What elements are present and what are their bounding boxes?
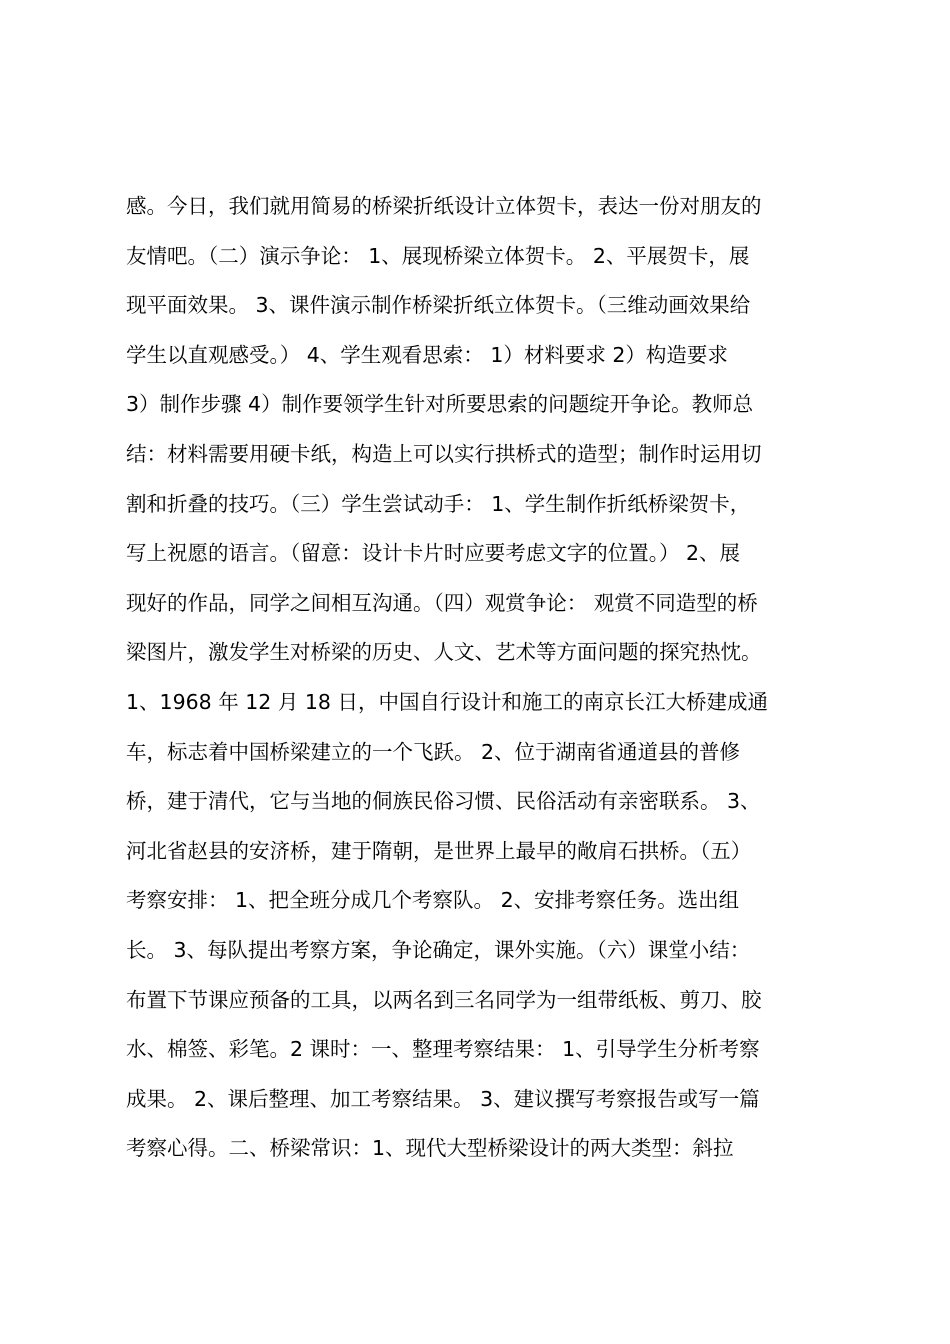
- text-line: 水、棉签、彩笔。2 课时：一、整理考察结果： 1、引导学生分析考察: [126, 1037, 760, 1062]
- text-line: 友情吧。（二）演示争论： 1、展现桥梁立体贺卡。 2、平展贺卡，展: [126, 243, 750, 268]
- text-line: 梁图片，激发学生对桥梁的历史、人文、艺术等方面问题的探究热忱。: [126, 640, 762, 665]
- text-line: 现好的作品，同学之间相互沟通。（四）观赏争论： 观赏不同造型的桥: [126, 590, 758, 615]
- text-line: 河北省赵县的安济桥，建于隋朝，是世界上最早的敞肩石拱桥。（五）: [126, 838, 752, 863]
- text-line: 学生以直观感受。） 4、学生观看思索： 1）材料要求 2）构造要求: [126, 342, 728, 367]
- text-line: 感。今日，我们就用简易的桥梁折纸设计立体贺卡，表达一份对朋友的: [126, 194, 762, 218]
- text-line: 现平面效果。 3、课件演示制作桥梁折纸立体贺卡。（三维动画效果给: [126, 293, 751, 318]
- text-line: 车，标志着中国桥梁建立的一个飞跃。 2、位于湖南省通道县的普修: [126, 739, 741, 764]
- text-line: 长。 3、每队提出考察方案，争论确定，课外实施。（六）课堂小结：: [126, 937, 751, 962]
- text-line: 1、1968 年 12 月 18 日，中国自行设计和施工的南京长江大桥建成通: [126, 689, 768, 714]
- text-line: 成果。 2、课后整理、加工考察结果。 3、建议撰写考察报告或写一篇: [126, 1086, 760, 1111]
- body-text: [126, 182, 836, 1174]
- text-line: 考察安排： 1、把全班分成几个考察队。 2、安排考察任务。选出组: [126, 888, 740, 913]
- text-line: 考察心得。二、桥梁常识：1、现代大型桥梁设计的两大类型：斜拉: [126, 1136, 734, 1161]
- text-line: 桥，建于清代，它与当地的侗族民俗习惯、民俗活动有亲密联系。 3、: [126, 789, 761, 814]
- text-line: 3）制作步骤 4）制作要领学生针对所要思索的问题绽开争论。教师总: [126, 392, 754, 417]
- text-line: 割和折叠的技巧。（三）学生尝试动手： 1、学生制作折纸桥梁贺卡，: [126, 491, 751, 516]
- text-line: 写上祝愿的语言。（留意：设计卡片时应要考虑文字的位置。） 2、展: [126, 541, 741, 566]
- text-line: 布置下节课应预备的工具，以两名到三名同学为一组带纸板、剪刀、胶: [126, 987, 762, 1012]
- text-line: 结：材料需要用硬卡纸，构造上可以实行拱桥式的造型；制作时运用切: [126, 441, 762, 466]
